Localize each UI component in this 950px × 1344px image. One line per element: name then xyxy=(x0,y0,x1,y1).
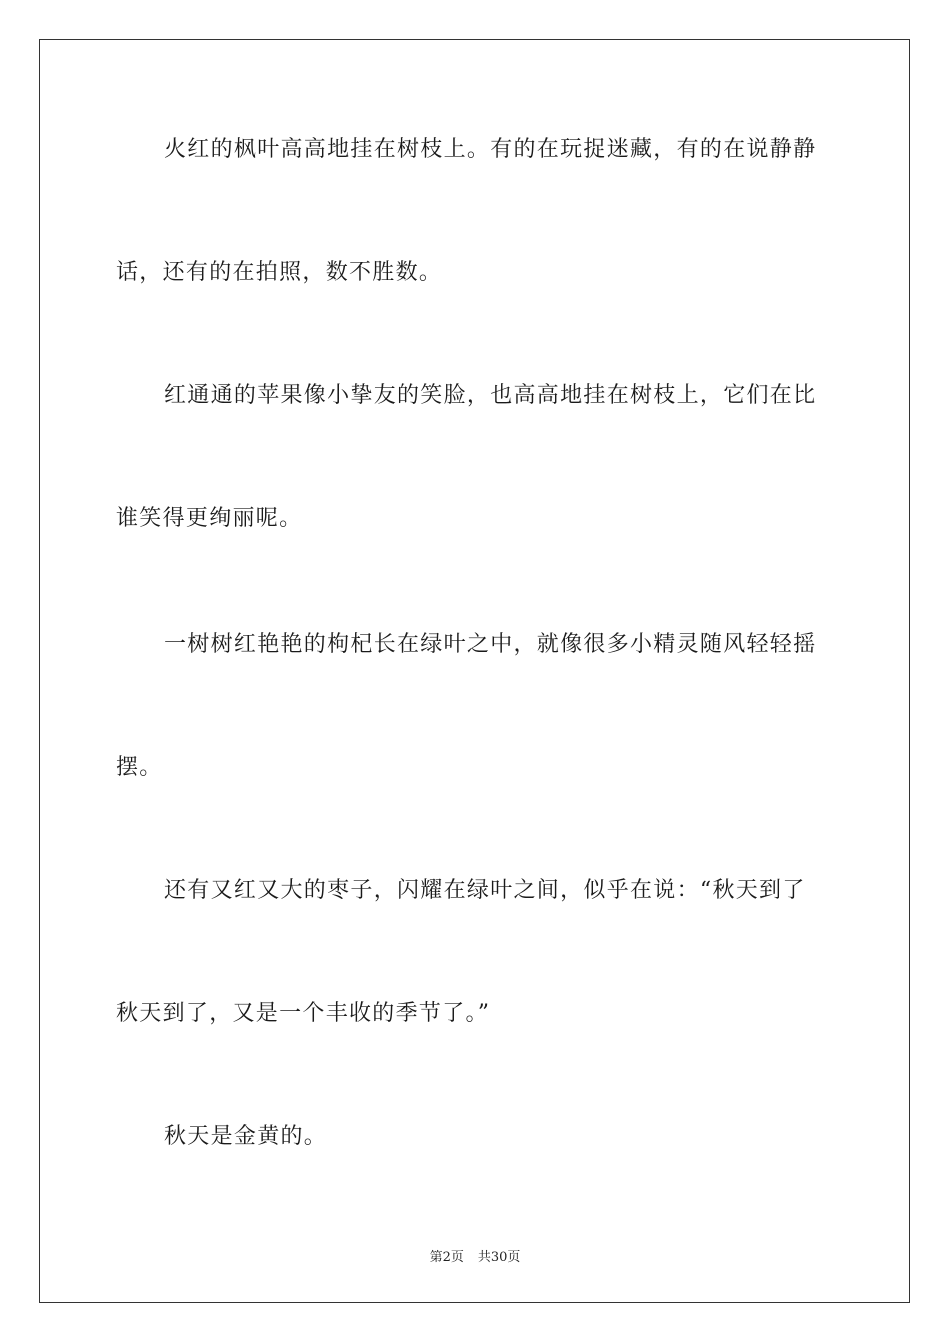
paragraph-3-line-1: 一树树红艳艳的枸杞长在绿叶之中，就像很多小精灵随风轻轻摇 xyxy=(164,632,817,657)
page-border xyxy=(39,39,910,1303)
paragraph-5-line-1: 秋天是金黄的。 xyxy=(164,1124,328,1149)
paragraph-4-line-2: 秋天到了，又是一个丰收的季节了。” xyxy=(116,1001,491,1026)
paragraph-2-line-1: 红通通的苹果像小挚友的笑脸，也高高地挂在树枝上，它们在比 xyxy=(164,383,817,408)
page-total: 共30页 xyxy=(477,1250,521,1265)
page-number: 第2页 xyxy=(429,1250,464,1265)
paragraph-1-line-1: 火红的枫叶高高地挂在树枝上。有的在玩捉迷藏，有的在说静静 xyxy=(164,137,817,162)
paragraph-4-line-1: 还有又红又大的枣子，闪耀在绿叶之间，似乎在说：“秋天到了 xyxy=(164,878,806,903)
page-footer xyxy=(0,1246,950,1265)
paragraph-2-line-2: 谁笑得更绚丽呢。 xyxy=(116,506,303,531)
paragraph-3-line-2: 摆。 xyxy=(116,755,163,780)
paragraph-1-line-2: 话，还有的在拍照，数不胜数。 xyxy=(116,260,443,285)
